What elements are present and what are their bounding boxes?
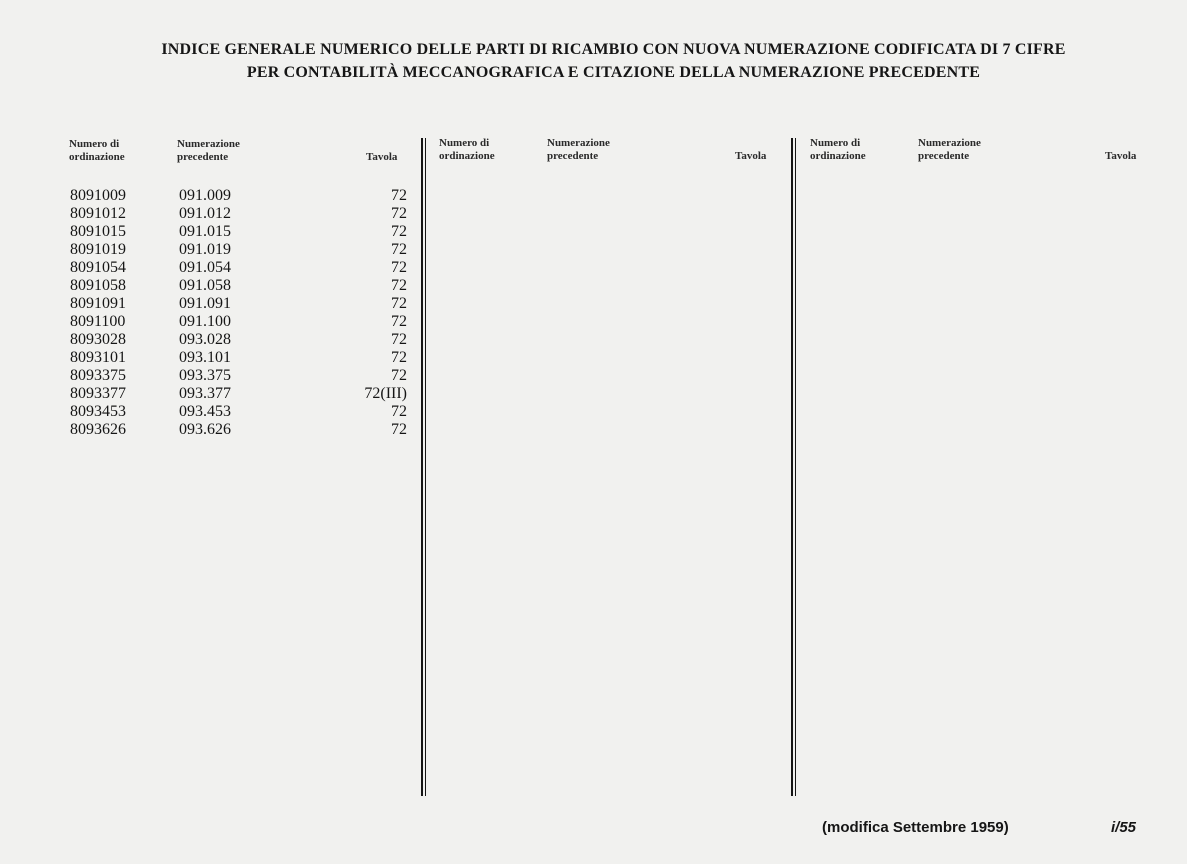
row-precedente: 091.091 bbox=[179, 295, 231, 312]
row-precedente: 093.375 bbox=[179, 367, 231, 384]
page-title: INDICE GENERALE NUMERICO DELLE PARTI DI RICAMBIO CON NUOVA NUMERAZIONE CODIFICATA DI 7 CIFRE bbox=[161, 41, 1066, 58]
tavola-column bbox=[320, 187, 407, 439]
row-precedente: 091.012 bbox=[179, 205, 231, 222]
header-numerazione-line2: precedente bbox=[547, 150, 599, 162]
header-numero-3 bbox=[810, 137, 866, 163]
row-precedente: 093.101 bbox=[179, 349, 231, 366]
header-numero-line2: ordinazione bbox=[69, 151, 125, 163]
header-tavola-2: Tavola bbox=[735, 150, 767, 162]
row-tavola: 72 bbox=[391, 367, 407, 384]
page-subtitle: PER CONTABILITÀ MECCANOGRAFICA E CITAZIONE DELLA NUMERAZIONE PRECEDENTE bbox=[246, 64, 981, 81]
row-numero: 8093453 bbox=[70, 403, 126, 420]
row-numero: 8091091 bbox=[70, 295, 126, 312]
column-divider-right bbox=[791, 138, 793, 796]
row-numero: 8091012 bbox=[70, 205, 126, 222]
header-numero-2 bbox=[439, 137, 495, 163]
numero-column bbox=[70, 187, 126, 439]
row-numero: 8091054 bbox=[70, 259, 126, 276]
header-numerazione-line1: Numerazione bbox=[918, 137, 981, 149]
row-tavola: 72 bbox=[391, 295, 407, 312]
row-tavola: 72 bbox=[391, 403, 407, 420]
header-numero-line1: Numero di bbox=[69, 138, 120, 150]
row-tavola: 72 bbox=[391, 277, 407, 294]
row-precedente: 091.058 bbox=[179, 277, 231, 294]
modifica-note: (modifica Settembre 1959) bbox=[822, 819, 1009, 836]
header-numero-line2: ordinazione bbox=[439, 150, 495, 162]
header-numero-line1: Numero di bbox=[810, 137, 861, 149]
row-precedente: 093.626 bbox=[179, 421, 231, 438]
row-precedente: 091.009 bbox=[179, 187, 231, 204]
row-tavola: 72(III) bbox=[364, 385, 407, 402]
header-tavola-3: Tavola bbox=[1105, 150, 1137, 162]
header-numerazione-line1: Numerazione bbox=[547, 137, 610, 149]
row-numero: 8091019 bbox=[70, 241, 126, 258]
header-numerazione-3 bbox=[918, 137, 981, 163]
row-numero: 8091015 bbox=[70, 223, 126, 240]
header-numero-line2: ordinazione bbox=[810, 150, 866, 162]
row-tavola: 72 bbox=[391, 187, 407, 204]
column-divider-left bbox=[421, 138, 423, 796]
header-numerazione-1 bbox=[177, 138, 240, 164]
header-numerazione-line1: Numerazione bbox=[177, 138, 240, 150]
row-numero: 8091009 bbox=[70, 187, 126, 204]
row-precedente: 093.028 bbox=[179, 331, 231, 348]
row-numero: 8093626 bbox=[70, 421, 126, 438]
header-numerazione-line2: precedente bbox=[918, 150, 970, 162]
header-numerazione-2 bbox=[547, 137, 610, 163]
row-precedente: 091.100 bbox=[179, 313, 231, 330]
row-numero: 8093101 bbox=[70, 349, 126, 366]
row-tavola: 72 bbox=[391, 205, 407, 222]
row-tavola: 72 bbox=[391, 241, 407, 258]
row-tavola: 72 bbox=[391, 331, 407, 348]
page-number: i/55 bbox=[1111, 819, 1137, 836]
header-numero-1 bbox=[69, 138, 125, 164]
row-tavola: 72 bbox=[391, 259, 407, 276]
row-numero: 8091100 bbox=[70, 313, 126, 330]
row-precedente: 091.015 bbox=[179, 223, 231, 240]
row-numero: 8091058 bbox=[70, 277, 126, 294]
header-numerazione-line2: precedente bbox=[177, 151, 229, 163]
row-numero: 8093377 bbox=[70, 385, 126, 402]
column-divider-left-thin bbox=[425, 138, 426, 796]
row-tavola: 72 bbox=[391, 421, 407, 438]
precedente-column bbox=[179, 187, 231, 439]
row-tavola: 72 bbox=[391, 223, 407, 240]
header-numero-line1: Numero di bbox=[439, 137, 490, 149]
row-precedente: 093.377 bbox=[179, 385, 231, 402]
column-divider-right-thin bbox=[795, 138, 796, 796]
row-tavola: 72 bbox=[391, 313, 407, 330]
row-numero: 8093375 bbox=[70, 367, 126, 384]
row-precedente: 091.054 bbox=[179, 259, 231, 276]
row-precedente: 093.453 bbox=[179, 403, 231, 420]
row-precedente: 091.019 bbox=[179, 241, 231, 258]
row-tavola: 72 bbox=[391, 349, 407, 366]
row-numero: 8093028 bbox=[70, 331, 126, 348]
header-tavola-1: Tavola bbox=[366, 151, 398, 163]
